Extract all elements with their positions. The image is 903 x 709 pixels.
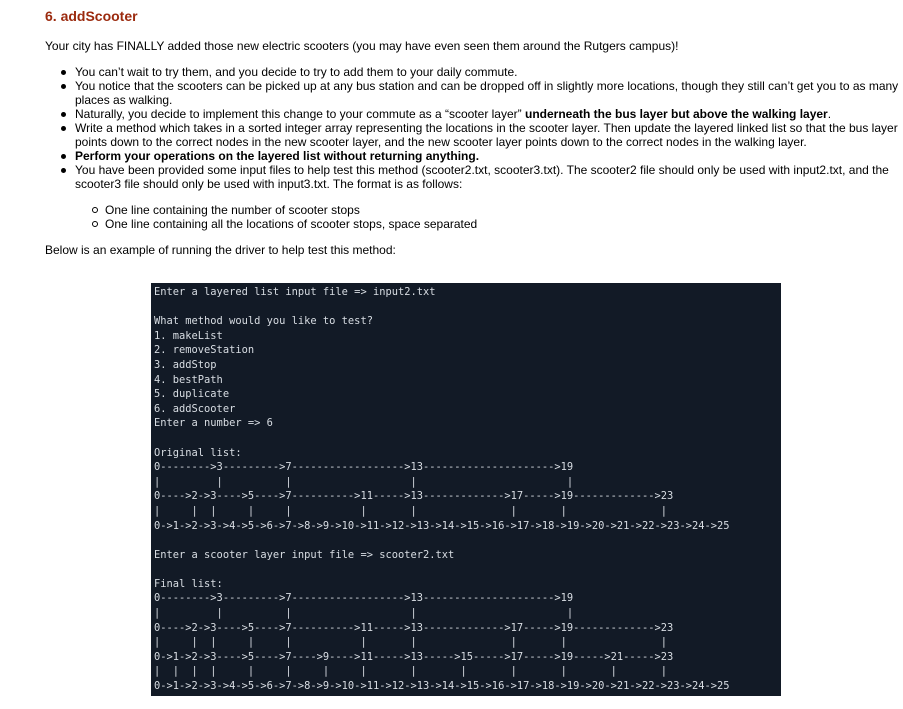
bullet-bold-text: Perform your operations on the layered list without returning anything. <box>75 149 480 163</box>
bullet-text: . <box>827 107 832 121</box>
terminal-line: 5. duplicate <box>154 388 230 401</box>
terminal-line: 0-------->3--------->7------------------>13--------------------->19 <box>154 592 574 605</box>
terminal-line: 4. bestPath <box>154 373 223 386</box>
bullet-text: Write a method which takes in a sorted integer array representing the locations in the scooter layer. Then update the layered linked list so that the bus layer points down to the correct nodes in the new scooter layer, and the new scooter layer points down to the correct nodes in the walking layer. <box>75 121 898 149</box>
section-heading: 6. addScooter <box>45 8 138 24</box>
terminal-line: 0->1->2->3---->5---->7---->9---->11----->13----->15----->17----->19----->21----->23 <box>154 650 674 663</box>
terminal-line: | | | | | <box>154 475 574 488</box>
terminal-line: 1. makeList <box>154 329 223 342</box>
terminal-output <box>151 283 781 694</box>
intro-paragraph: Your city has FINALLY added those new electric scooters (you may have even seen them around the Rutgers campus)! <box>45 39 679 53</box>
bullet-item <box>75 79 903 107</box>
terminal-line: 0---->2->3---->5---->7---------->11----->13------------->17----->19------------->23 <box>154 621 674 634</box>
terminal-line <box>154 300 781 315</box>
bullet-bold-text: underneath the bus layer but above the walking layer <box>524 107 828 121</box>
example-intro: Below is an example of running the driver to help test this method: <box>45 243 396 257</box>
bullet-text: You have been provided some input files to help test this method (scooter2.txt, scooter3.txt). The scooter2 file should only be used with input2.txt, and the scooter3 file should only be used with input3.txt. The format is as follows: <box>75 163 889 191</box>
terminal-line: 0->1->2->3->4->5->6->7->8->9->10->11->12->13->14->15->16->17->18->19->20->21->22->23->24->25 <box>154 519 730 532</box>
terminal-line <box>154 533 781 548</box>
bullet-item <box>75 107 903 121</box>
terminal-line: What method would you like to test? <box>154 315 373 328</box>
terminal-line: 3. addStop <box>154 358 217 371</box>
terminal-line: | | | | | | | | | | <box>154 504 667 517</box>
bullet-item <box>75 65 903 79</box>
bullet-text: You notice that the scooters can be picked up at any bus station and can be dropped off in slightly more locations, though they still can’t get you to as many places as walking. <box>75 79 899 107</box>
terminal-line: | | | | | <box>154 607 574 620</box>
terminal-line <box>154 431 781 446</box>
terminal-line: 0->1->2->3->4->5->6->7->8->9->10->11->12->13->14->15->16->17->18->19->20->21->22->23->24->25 <box>154 680 730 693</box>
terminal-line: 6. addScooter <box>154 402 236 415</box>
terminal-line: | | | | | | | | | | <box>154 636 667 649</box>
terminal-line: Original list: <box>154 446 242 459</box>
terminal-line: Enter a layered list input file => input2.txt <box>154 286 436 298</box>
terminal-line: 2. removeStation <box>154 344 255 357</box>
bullet-text: You can’t wait to try them, and you decide to try to add them to your daily commute. <box>75 65 518 79</box>
terminal-screenshot <box>151 283 781 696</box>
bullet-item <box>75 121 903 149</box>
terminal-line <box>154 562 781 577</box>
terminal-line: Final list: <box>154 577 223 590</box>
sub-bullet-item: One line containing the number of scooter stops <box>105 203 805 217</box>
terminal-line: 0-------->3--------->7------------------>13--------------------->19 <box>154 461 574 474</box>
sub-bullet-item: One line containing all the locations of scooter stops, space separated <box>105 217 805 231</box>
sub-bullet-list <box>90 203 805 231</box>
terminal-line: 0---->2->3---->5---->7---------->11----->13------------->17----->19------------->23 <box>154 490 674 503</box>
terminal-line: | | | | | | | | | | | | | | <box>154 665 667 678</box>
terminal-line: Enter a scooter layer input file => scooter2.txt <box>154 548 455 561</box>
bullet-text: Naturally, you decide to implement this change to your commute as a “scooter layer” <box>75 107 525 121</box>
bullet-item <box>75 163 903 191</box>
bullet-list <box>45 65 903 191</box>
bullet-item <box>75 149 903 163</box>
terminal-line: Enter a number => 6 <box>154 417 273 430</box>
